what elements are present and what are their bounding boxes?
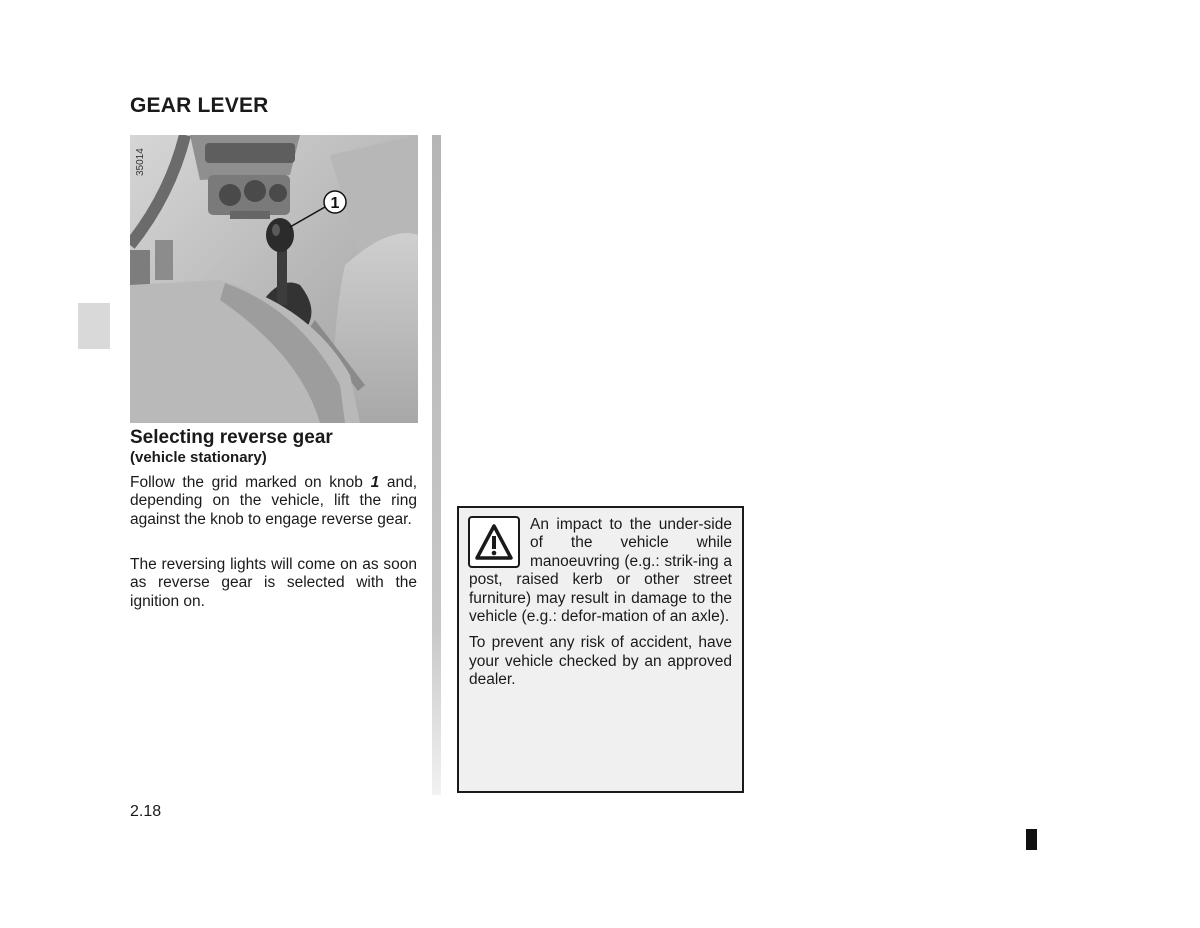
warning-paragraph: An impact to the under-side of the vehicle while manoeuvring (e.g.: strik-ing a post, raised kerb or other street furniture) may result in damage to the vehicle (e.g.: defor-mation of an axle). bbox=[469, 516, 732, 626]
instruction-text-end: and, depending on the vehicle, lift the ring against the knob to engage reverse gear. bbox=[130, 474, 417, 528]
gear-lever-photo bbox=[130, 135, 418, 423]
page-number: 2.18 bbox=[130, 803, 162, 820]
gear-lever-illustration bbox=[130, 135, 418, 423]
warning-triangle-icon bbox=[468, 516, 520, 568]
reversing-lights-paragraph: The reversing lights will come on as soon as reverse gear is selected with the ignition on. bbox=[130, 556, 417, 610]
figure-code: 35014 bbox=[135, 148, 146, 176]
chapter-tab bbox=[78, 303, 110, 349]
page-title: GEAR LEVER bbox=[130, 94, 269, 117]
knob-reference: 1 bbox=[370, 474, 380, 491]
warning-advice-paragraph: To prevent any risk of accident, have your vehicle checked by an approved dealer. bbox=[469, 634, 732, 689]
column-divider bbox=[432, 135, 441, 795]
section-subtitle: (vehicle stationary) bbox=[130, 449, 267, 466]
section-title: Selecting reverse gear bbox=[130, 427, 333, 448]
instruction-text-start: Follow the grid marked on knob bbox=[130, 474, 371, 491]
thumb-index-mark bbox=[1026, 829, 1037, 850]
instruction-paragraph bbox=[130, 474, 417, 529]
callout-label: 1 bbox=[330, 195, 340, 212]
warning-box bbox=[457, 506, 744, 793]
